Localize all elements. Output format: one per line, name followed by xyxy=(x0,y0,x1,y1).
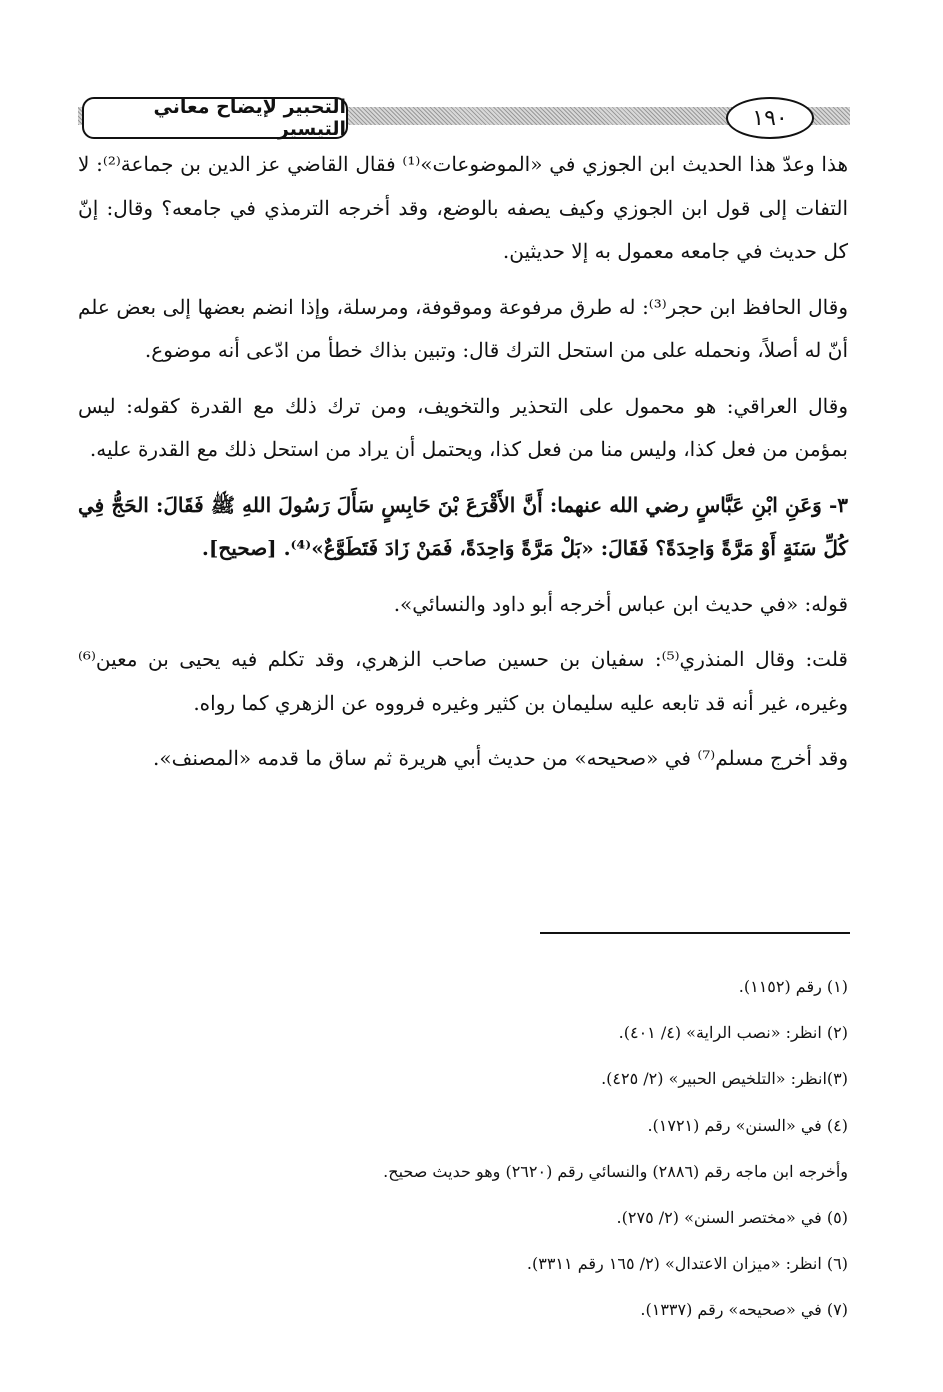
book-title: التحبير لإيضاح معاني التيسير xyxy=(82,97,348,139)
paragraph: قلت: وقال المنذري⁽⁵⁾: سفيان بن حسين صاحب الزهري، وقد تكلم فيه يحيى بن معين⁽⁶⁾ وغيره، غير أنه قد تابعه عليه سليمان بن كثير وغيره فرووه عن الزهري كما رواه. xyxy=(78,647,848,715)
footnote: (٢) انظر: «نصب الراية» (٤/ ٤٠١). xyxy=(618,1023,848,1043)
paragraph: هذا وعدّ هذا الحديث ابن الجوزي في «الموضوعات»⁽¹⁾ فقال القاضي عز الدين بن جماعة⁽²⁾: لا التفات إلى قول ابن الجوزي وكيف يصفه بالوضع، وقد أخرجه الترمذي في جامعه؟ وقال: إنّ كل حديث في جامعه معمول به إلا حديثين. xyxy=(78,152,848,263)
paragraph: وقال الحافظ ابن حجر⁽³⁾: له طرق مرفوعة وموقوفة، ومرسلة، وإذا انضم بعضها إلى بعض علم أنّ له أصلاً، ونحمله على من استحل الترك قال: وتبين بذاك خطأ من ادّعى أنه موضوع. xyxy=(78,294,848,362)
main-text xyxy=(78,143,848,781)
footnote-divider xyxy=(540,932,850,934)
paragraph: وقال العراقي: هو محمول على التحذير والتخويف، ومن ترك ذلك مع القدرة كقوله: ليس بمؤمن من فعل كذا، وليس منا من فعل كذا، ويحتمل أن يراد من استحل ذلك مع القدرة عليه. xyxy=(78,393,848,461)
footnote: (٣)انظر: «التلخيص الحبير» (٢/ ٤٢٥). xyxy=(601,1069,848,1089)
footnote: (٧) في «صحيحه» رقم (١٣٣٧). xyxy=(640,1300,848,1320)
footnote: وأخرجه ابن ماجه رقم (٢٨٨٦) والنسائي رقم (٢٦٢٠) وهو حديث صحيح. xyxy=(383,1161,848,1181)
footnotes xyxy=(78,964,848,1334)
footnote: (٦) انظر: «ميزان الاعتدال» (٢/ ١٦٥ رقم ٣٣١١). xyxy=(526,1254,848,1274)
hadith-text: ٣- وَعَنِ ابْنِ عَبَّاسٍ رضي الله عنهما: أَنَّ الأَقْرَعَ بْنَ حَابِسٍ سَأَلَ رَسُولَ اللهِ ﷺ فَقَالَ: الحَجُّ فِي كُلِّ سَنَةٍ أَوْ مَرَّةً وَاحِدَةً؟ فَقَالَ: «بَلْ مَرَّةً وَاحِدَةً، فَمَنْ زَادَ فَتَطَوَّعٌ»⁽⁴⁾. [صحيح]. xyxy=(78,492,849,560)
footnote: (١) رقم (١١٥٢). xyxy=(738,977,848,996)
footnote: (٤) في «السنن» رقم (١٧٢١). xyxy=(647,1115,848,1135)
paragraph: وقد أخرج مسلم⁽⁷⁾ في «صحيحه» من حديث أبي هريرة ثم ساق ما قدمه «المصنف». xyxy=(153,746,848,770)
page-header xyxy=(78,95,850,143)
page-number: ١٩٠ xyxy=(726,97,814,139)
footnote: (٥) في «مختصر السنن» (٢/ ٢٧٥). xyxy=(616,1208,848,1228)
paragraph: قوله: «في حديث ابن عباس أخرجه أبو داود والنسائي». xyxy=(393,591,848,616)
